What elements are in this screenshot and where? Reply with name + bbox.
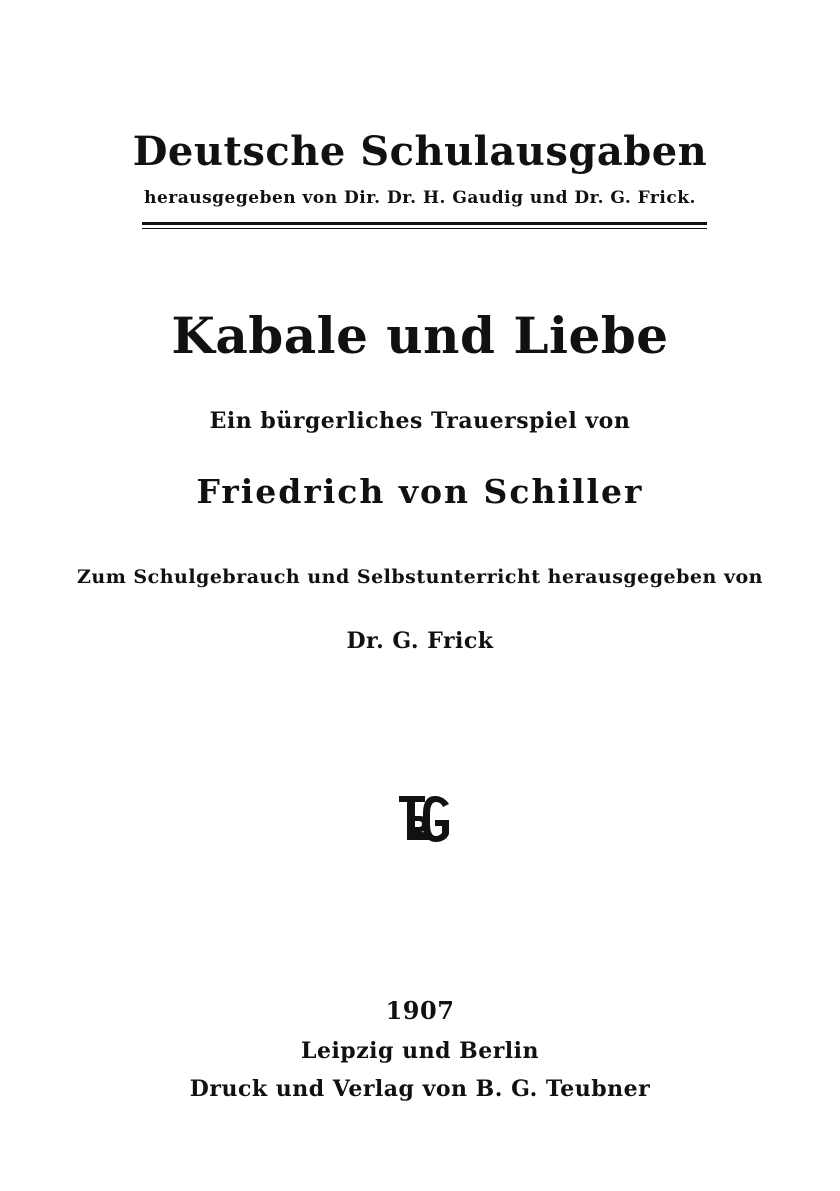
divider-thin [142, 228, 707, 229]
publication-year: 1907 [385, 996, 455, 1025]
work-subtitle: Ein bürgerliches Trauerspiel von [209, 408, 631, 434]
series-editors: herausgegeben von Dir. Dr. H. Gaudig und Dr. G. Frick. [144, 188, 696, 208]
publisher-monogram-icon [395, 790, 453, 846]
divider-thick [142, 222, 707, 225]
publisher-imprint: Druck und Verlag von B. G. Teubner [189, 1076, 651, 1102]
author-name: Friedrich von Schiller [196, 472, 644, 511]
publication-city: Leipzig und Berlin [300, 1038, 540, 1064]
series-title: Deutsche Schulausgaben [132, 128, 708, 175]
work-title: Kabale und Liebe [171, 306, 669, 365]
edition-note: Zum Schulgebrauch und Selbstunterricht herausgegeben von [77, 566, 763, 588]
editor-name: Dr. G. Frick [346, 628, 494, 654]
